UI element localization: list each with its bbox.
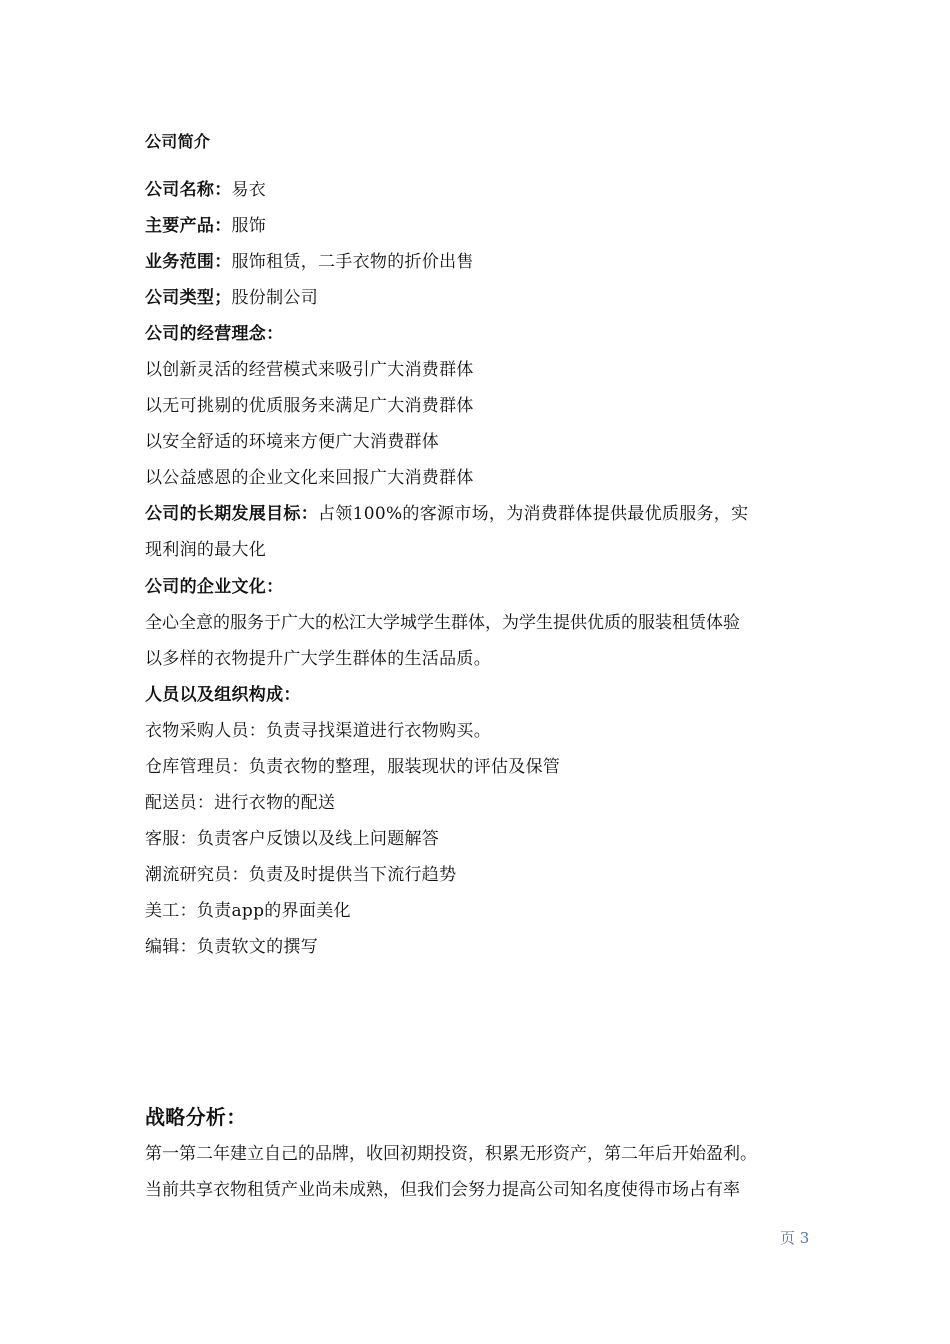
staff-item: 客服：负责客户反馈以及线上问题解答 [145,829,440,849]
field-value: 股份制公司 [231,288,318,308]
culture-line: 全心全意的服务于广大的松江大学城学生群体，为学生提供优质的服装租赁体验 [145,613,740,633]
strategy-heading: 战略分析： [145,1105,247,1129]
philosophy-item: 以无可挑剔的优质服务来满足广大消费群体 [145,396,474,416]
field-label: 业务范围： [145,252,232,272]
field-value: 服饰租赁，二手衣物的折价出售 [231,252,474,272]
section-title: 公司简介 [145,132,211,151]
staff-item: 潮流研究员：负责及时提供当下流行趋势 [145,865,457,885]
staff-item: 配送员：进行衣物的配送 [145,793,336,813]
staff-item: 编辑：负责软文的撰写 [145,937,318,957]
field-business-scope [145,244,474,280]
culture-line: 以多样的衣物提升广大学生群体的生活品质。 [145,649,491,669]
field-label: 公司类型； [145,288,232,308]
philosophy-heading: 公司的经营理念： [145,324,284,344]
staff-item: 仓库管理员：负责衣物的整理，服装现状的评估及保管 [145,757,561,777]
philosophy-item: 以安全舒适的环境来方便广大消费群体 [145,432,440,452]
goal-label: 公司的长期发展目标： [145,504,318,524]
field-company-type [145,280,318,316]
goal-text: 占领100%的客源市场，为消费群体提供最优质服务，实 [318,504,749,524]
goal-line-2: 现利润的最大化 [145,540,267,560]
field-label: 主要产品： [145,216,232,236]
staff-heading: 人员以及组织构成： [145,685,301,705]
field-value: 易衣 [231,180,267,200]
philosophy-item: 以公益感恩的企业文化来回报广大消费群体 [145,468,474,488]
page-number: 页 3 [780,1229,810,1247]
staff-item: 衣物采购人员：负责寻找渠道进行衣物购买。 [145,721,491,741]
field-value: 服饰 [231,216,267,236]
culture-heading: 公司的企业文化： [145,577,284,597]
philosophy-item: 以创新灵活的经营模式来吸引广大消费群体 [145,360,474,380]
field-label: 公司名称： [145,180,232,200]
staff-item: 美工：负责app的界面美化 [145,901,351,921]
field-company-name [145,172,266,208]
field-main-product [145,208,266,244]
strategy-line: 当前共享衣物租赁产业尚未成熟，但我们会努力提高公司知名度使得市场占有率 [145,1180,740,1200]
strategy-line: 第一第二年建立自己的品牌，收回初期投资，积累无形资产，第二年后开始盈利。 [145,1144,757,1164]
goal-line [145,496,748,532]
